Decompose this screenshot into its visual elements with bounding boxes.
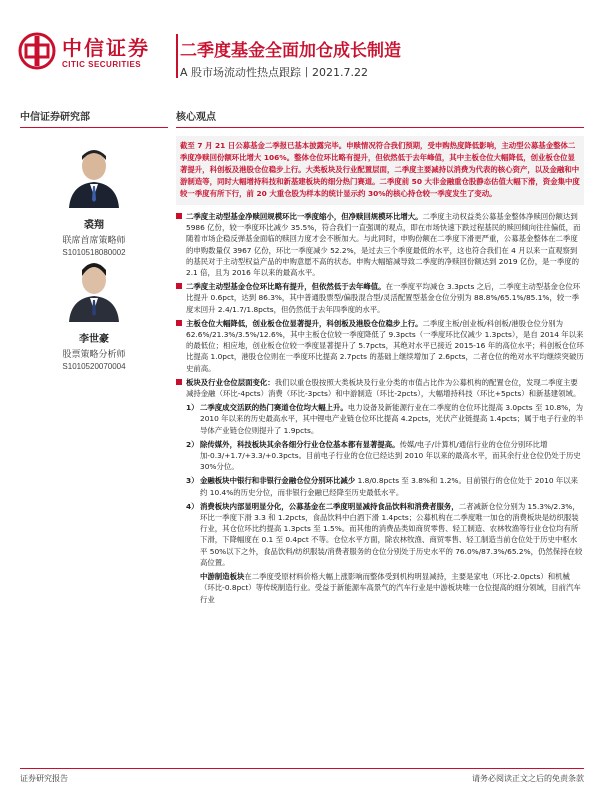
item-text: 传媒/电子/计算机/通信行业的仓位分别环比增加-0.3/+1.7/+3.3/+0.3pcts。目前电子行业的仓位已经达到 2010 年以来的最高水平，而其余行业仓位仍处于历史 30%分位。 bbox=[200, 439, 581, 472]
analyst-photo-icon bbox=[63, 144, 125, 208]
numbered-item bbox=[176, 501, 584, 568]
paragraph-lead: 二季度主动型基金净赎回规模环比一季度缩小，但净赎回规模环比增大。 bbox=[186, 212, 423, 221]
footer-disclaimer: 请务必阅读正文之后的免责条款 bbox=[472, 774, 584, 783]
section-heading: 核心观点 bbox=[176, 108, 584, 128]
item-lead: 消费板块内部显明显分化，公募基金在二季度明显减持食品饮料和消费者服务， bbox=[200, 501, 459, 511]
paragraph-lead: 板块及行业仓位层面变化： bbox=[186, 377, 275, 387]
sidebar-heading: 中信证券研究部 bbox=[20, 108, 168, 128]
item-lead: 中游制造板块 bbox=[200, 572, 245, 582]
logo-english-name: CITIC SECURITIES bbox=[62, 60, 142, 69]
bullet-paragraph bbox=[176, 211, 584, 278]
analyst-license-id: S1010518080002 bbox=[62, 248, 126, 257]
paragraph-lead: 二季度主动型基金仓位环比略有提升，但依然低于去年峰值。 bbox=[186, 282, 386, 292]
item-text: 在二季度受原材料价格大幅上涨影响而整体受到机构明显减持，主要是家电（环比-2.0pcts）和机械（环比-0.8pct）等传统制造行业。受益于新能源车高景气的汽车行业是中游板块唯一仓位提高的细分领域，目前汽车行业 bbox=[200, 572, 581, 604]
numbered-item bbox=[176, 439, 584, 473]
analyst-card bbox=[20, 258, 168, 371]
bullet-paragraph bbox=[176, 377, 584, 399]
item-number: 3） bbox=[186, 476, 199, 486]
report-subtitle: A 股市场流动性热点跟踪丨2021.7.22 bbox=[180, 66, 369, 79]
item-text: 1.8/0.8pcts 至 3.8%和 1.2%。目前银行的仓位处于 2010 年以来约 10.4%的历史分位，而非银行金融已经降至历史最低水平。 bbox=[200, 476, 579, 497]
bullet-paragraph bbox=[176, 281, 584, 315]
item-number: 2） bbox=[186, 439, 199, 449]
citic-logo bbox=[18, 30, 168, 78]
sub-paragraph bbox=[176, 571, 584, 605]
analyst-photo-icon bbox=[63, 258, 125, 322]
paragraph-lead: 主板仓位大幅降低，创业板仓位显著提升，科创板及港股仓位稳步上行。 bbox=[186, 318, 423, 328]
bullet-square-icon bbox=[176, 320, 182, 326]
footer-divider bbox=[20, 768, 584, 769]
report-title: 二季度基金全面加仓成长制造 bbox=[180, 41, 401, 61]
bullet-square-icon bbox=[176, 379, 182, 385]
item-text: 电力设备及新能源行业在二季度的仓位环比提高 3.0pcts 至 10.8%，为 2010 年以来的历史最高水平，其中锂电产业链仓位环比提高 4.2pcts，光伏产业链提高 1.4pcts；属于电子行业的半导体产业链仓位则提升了 1.9pcts。 bbox=[200, 403, 584, 435]
analyst-title: 股票策略分析师 bbox=[62, 350, 126, 360]
numbered-item bbox=[176, 475, 584, 497]
item-lead: 金融板块中银行和非银行金融仓位分别环比减少 bbox=[200, 476, 356, 486]
title-divider bbox=[176, 34, 178, 78]
paragraph-text: 二季度主动权益类公募基金整体净赎回份额达到 5986 亿份，较一季度环比减少 35.5%，符合我们一直强调的观点，即在市场快速下跌过程基民的赎回倾向往往偏低，而随着市场企稳反弹基金面临的赎回力度才会不断加大。与此同时，申购份额在二季度下滑更严重，公募基金整体在二季度的申购数量仅 3967 亿份，环比一季度减少 52.2%，是过去三个季度最低的水平，这也符合我们在 4 月以来一直观察到的基民对于主动型权益产品的申购意愿不高的状态。申购大幅缩减导致二季度的净赎回份额达到 2019 亿份，是一季度的 2.1 倍，且为 2016 年以来的最高水平。 bbox=[186, 212, 581, 278]
bullet-square-icon bbox=[176, 283, 182, 289]
numbered-item bbox=[176, 402, 584, 436]
analyst-title: 联席首席策略师 bbox=[62, 236, 126, 246]
analyst-name: 裘翔 bbox=[84, 220, 104, 231]
bullet-paragraph bbox=[176, 318, 584, 374]
item-text: 二者减新仓位分别为 15.3%/2.3%，环比一季度下滑 3.3 和 1.2pcts，食品饮料中白酒下滑 1.4pcts；公募机构在二季度唯一加仓的消费板块是纺织服装行业，其仓位环比约提高 1.3pcts 至 1.5%。而其他的消费品类如商贸零售、轻工制造、农林牧渔等行业仓位均有所下滑，下降幅度在 0.1 至 0.4pct 不等。仓位水平方面，除农林牧渔、商贸零售、轻工制造当前仓位处于历史中枢水平 50%以下之外，食品饮料/纺织服装/消费者服务的仓位分别处于历史水平的 76.0%/87.3%/65.2%，仍然保持在较高位置。 bbox=[200, 501, 583, 567]
core-views-section bbox=[176, 108, 584, 608]
bullet-square-icon bbox=[176, 213, 182, 219]
analyst-sidebar bbox=[20, 108, 168, 371]
logo-chinese-name: 中信证券 bbox=[62, 36, 150, 60]
footer-left-text: 证券研究报告 bbox=[20, 774, 68, 783]
analyst-name: 李世豪 bbox=[79, 334, 109, 345]
item-lead: 二季度成交活跃的热门赛道仓位均大幅上升。 bbox=[200, 403, 348, 413]
paragraph-text: 我们以重仓股按照大类板块及行业分类的市值占比作为公募机构的配置仓位，发现二季度主要减持金融（环比-4pcts）消费（环比-3pcts）和中游制造（环比-2pcts），大幅增持科技（环比+5pcts）和新基建领域。 bbox=[186, 377, 581, 399]
item-number: 1） bbox=[186, 403, 199, 413]
paragraph-text: 在一季度平均减仓 3.3pcts 之后，二季度主动型基金仓位环比提升 0.6pct，达到 86.3%，其中普通股票型/偏股混合型/灵活配置型基金仓位分别为 88.8%/65.1%/85.1%，较一季度末回升 2.4/1.7/1.8pcts，但仍然低于去年四季度的水平。 bbox=[186, 282, 581, 314]
item-number: 4） bbox=[186, 501, 199, 511]
summary-box: 截至 7 月 21 日公募基金二季报已基本披露完毕。申赎情况符合我们预期，受申购热度降低影响，主动型公募基金整体二季度净赎回份额环比增大 106%。整体仓位环比略有提升，但依然低于去年峰值，其中主板仓位大幅降低，创业板仓位显著提升，科创板及港股仓位稳步上行。大类板块及行业配置层面，二季度主要减持以消费为代表的核心资产，以及金融和中游制造等，同时大幅增持科技和新基建板块的细分热门赛道。二季度前 50 大非金融重仓股静态估值大幅下滑，资金集中度较一季度有所下行，前 20 大重仓股为样本的统计显示约 30%的核心持仓较一季度发生了变动。 bbox=[176, 136, 584, 205]
analyst-card bbox=[20, 144, 168, 257]
bullet-list bbox=[176, 211, 584, 605]
paragraph-text: 二季度主板/创业板/科创板/港股仓位分别为 62.6%/21.3%/3.5%/12.6%，其中主板仓位较一季度降低了 9.3pcts（一季度环比仅减少 1.3pcts），是自 2014 年以来的最低位；相应地，创业板仓位较一季度显著提升了 5.7pcts，其绝对水平已接近 2015-16 年的高位水平；科创板仓位环比提高 1.0pct，港股仓位则在一季度环比提高 2.7pcts 的基础上继续增加了 2.6pcts，二者仓位的绝对水平均继续突破历史前高。 bbox=[186, 318, 584, 373]
citic-logo-icon bbox=[18, 32, 56, 70]
item-lead: 除传媒外，科技板块其余各细分行业仓位基本都有显著提高。 bbox=[200, 439, 400, 449]
analyst-license-id: S1010520070004 bbox=[62, 362, 126, 371]
report-header bbox=[0, 0, 600, 100]
